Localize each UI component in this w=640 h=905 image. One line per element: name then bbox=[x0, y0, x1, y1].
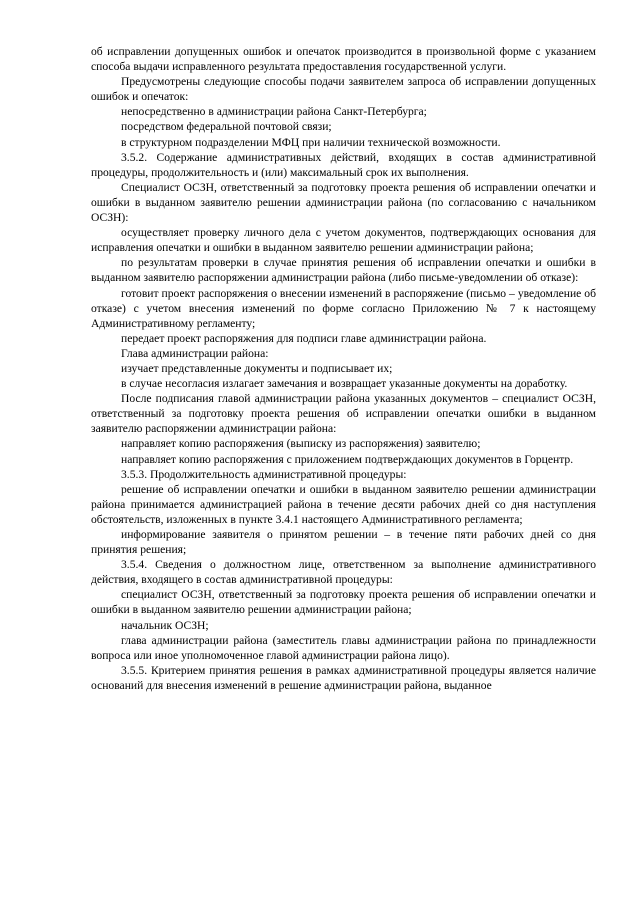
paragraph: готовит проект распоряжения о внесении изменений в распоряжение (письмо – уведомление об отказе) с учетом внесения изменений по форме согласно Приложению № 7 к настоящему Административному регламенту; bbox=[91, 286, 596, 330]
list-item: в структурном подразделении МФЦ при наличии технической возможности. bbox=[121, 135, 501, 149]
paragraph: направляет копию распоряжения с приложением подтверждающих документов в Горцентр. bbox=[121, 452, 574, 466]
paragraph: изучает представленные документы и подписывает их; bbox=[121, 361, 393, 375]
list-item: посредством федеральной почтовой связи; bbox=[121, 120, 332, 134]
section-heading-3-5-2: 3.5.2. Содержание административных действий, входящих в состав административной процедуры, продолжительность и (или) максимальный срок их выполнения. bbox=[91, 150, 596, 179]
paragraph: по результатам проверки в случае принятия решения об исправлении опечатки и ошибки в выданном заявителю распоряжении администрации района (либо письме-уведомлении об отказе): bbox=[91, 256, 596, 285]
paragraph: специалист ОСЗН, ответственный за подготовку проекта решения об исправлении опечатки и ошибки в выданном заявителю решении администрации района; bbox=[91, 588, 596, 617]
paragraph: передает проект распоряжения для подписи главе администрации района. bbox=[121, 331, 487, 345]
paragraph: Предусмотрены следующие способы подачи заявителем запроса об исправлении допущенных ошибок и опечаток: bbox=[91, 75, 596, 104]
paragraph: направляет копию распоряжения (выписку из распоряжения) заявителю; bbox=[121, 437, 481, 451]
paragraph: в случае несогласия излагает замечания и возвращает указанные документы на доработку. bbox=[121, 377, 568, 391]
section-heading-3-5-5: 3.5.5. Критерием принятия решения в рамках административной процедуры является наличие оснований для внесения изменений в решение администрации района, выданное bbox=[91, 663, 596, 692]
paragraph: Глава администрации района: bbox=[121, 346, 269, 360]
section-heading-3-5-4: 3.5.4. Сведения о должностном лице, ответственном за выполнение административного действия, входящего в состав административной процедуры: bbox=[91, 558, 596, 587]
paragraph: об исправлении допущенных ошибок и опечаток производится в произвольной форме с указанием способа выдачи исправленного результата предоставления государственной услуги. bbox=[91, 45, 596, 74]
paragraph: осуществляет проверку личного дела с учетом документов, подтверждающих основания для исправления опечатки и ошибки в выданном заявителю решении администрации района; bbox=[91, 226, 596, 255]
paragraph: начальник ОСЗН; bbox=[121, 618, 209, 632]
paragraph: информирование заявителя о принятом решении – в течение пяти рабочих дней со дня принятия решения; bbox=[91, 528, 596, 557]
paragraph: После подписания главой администрации района указанных документов – специалист ОСЗН, ответственный за подготовку проекта решения об исправлении опечатки ошибки в выданном заявителю распоряжении администрации района: bbox=[91, 392, 596, 436]
list-item: непосредственно в администрации района Санкт-Петербурга; bbox=[121, 105, 427, 119]
document-page bbox=[91, 44, 596, 693]
paragraph: Специалист ОСЗН, ответственный за подготовку проекта решения об исправлении опечатки и ошибки в выданном заявителю решении администрации района (по согласованию с начальником ОСЗН): bbox=[91, 180, 596, 225]
paragraph: глава администрации района (заместитель главы администрации района по принадлежности вопроса или иное уполномоченное главой администрации района лицо). bbox=[91, 633, 596, 662]
section-heading-3-5-3: 3.5.3. Продолжительность административной процедуры: bbox=[121, 467, 407, 481]
paragraph: решение об исправлении опечатки и ошибки в выданном заявителю решении администрации района принимается администрацией района в течение десяти рабочих дней со дня наступления обстоятельств, изложенных в пункте 3.4.1 настоящего Административного регламента; bbox=[91, 482, 596, 526]
